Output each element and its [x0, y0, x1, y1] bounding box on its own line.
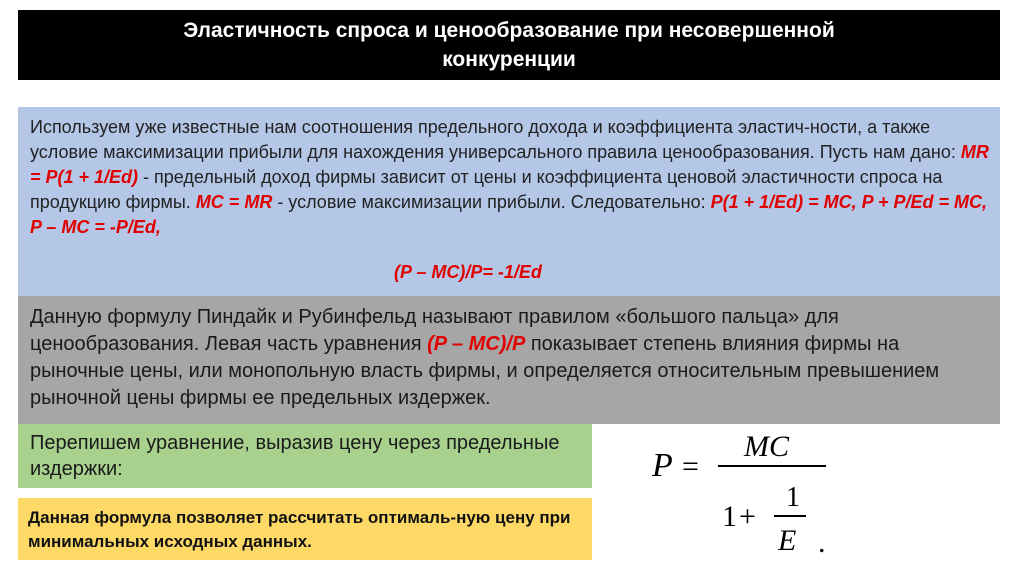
rule-formula: (P – MC)/P [427, 333, 526, 355]
conclusion-text: Данная формула позволяет рассчитать оптималь-ную цену при минимальных исходных данных. [28, 508, 571, 551]
rule-text-2: показывает степень влияния фирмы на рыночные цены, или монопольную власть фирмы, и определяется относительным превышением рыночной цены фирмы ее предельных издержек. [30, 333, 940, 409]
derivation-formula: P(1 + 1/Ed) = MC, P + P/Ed = MC, P – MC = -P/Ed, [30, 192, 988, 237]
mr-formula: MR = P(1 + 1/Ed) [30, 142, 989, 187]
formula-equals: = [682, 450, 699, 483]
rule-block [18, 296, 1000, 424]
intro-text-3: - условие максимизации прибыли. Следовательно: [272, 192, 711, 212]
formula-plus: + [739, 500, 756, 533]
formula-frac-den: E [778, 524, 797, 557]
intro-text-2: - предельный доход фирмы зависит от цены и коэффициента ценовой эластичности спроса на продукцию фирмы. [30, 167, 943, 212]
price-formula [640, 428, 840, 568]
intro-block [18, 107, 1000, 296]
conclusion-block [18, 498, 592, 560]
formula-dot: . [818, 526, 826, 559]
lerner-formula: (P – MC)/P= -1/Ed [394, 262, 542, 282]
intro-text-1: Используем уже известные нам соотношения предельного дохода и коэффициента эластич-ности, а также условие максимизации прибыли для нахождения универсального правила ценообразования. Пусть нам дано: [30, 117, 961, 162]
rewrite-text: Перепишем уравнение, выразив цену через предельные издержки: [30, 432, 560, 480]
rule-text-1: Данную формулу Пиндайк и Рубинфельд называют правилом «большого пальца» для ценообразования. Левая часть уравнения [30, 306, 839, 355]
title-line-2: конкуренции [442, 48, 576, 71]
mc-mr-formula: MC = MR [195, 192, 273, 212]
rewrite-block [18, 424, 592, 488]
formula-lhs: P [652, 447, 673, 484]
slide-title [18, 10, 1000, 80]
title-line-1: Эластичность спроса и ценообразование при несовершенной [183, 19, 835, 42]
formula-one: 1 [722, 500, 737, 533]
formula-numerator: MC [744, 430, 789, 463]
formula-frac-num: 1 [786, 482, 800, 513]
